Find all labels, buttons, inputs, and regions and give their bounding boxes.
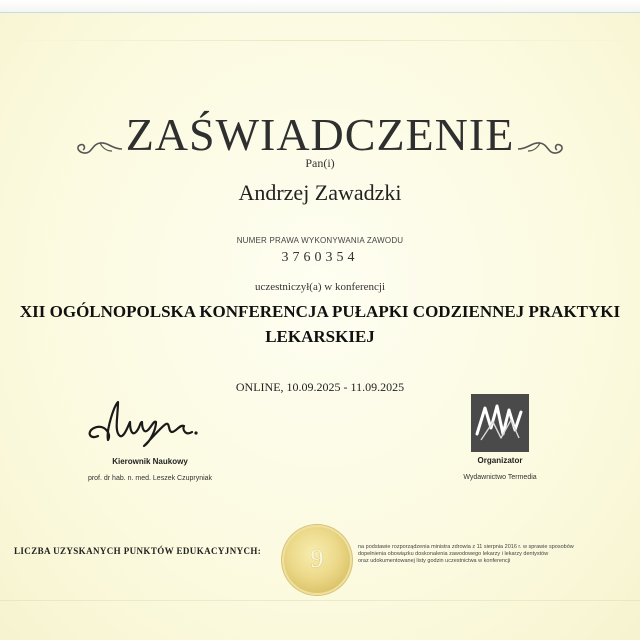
license-label: NUMER PRAWA WYKONYWANIA ZAWODU [236,236,404,245]
recipient-name: Andrzej Zawadzki [238,180,402,205]
legal-note [358,544,618,565]
points-seal [284,527,350,593]
termedia-logo-icon [471,394,529,452]
legal-note-line-2: dopełnienia obowiązku doskonalenia zawodowego lekarzy i lekarzy dentystów [358,551,549,557]
conference-title-line-1: XII OGÓLNOPOLSKA KONFERENCJA PUŁAPKI CODZIENNEJ PRAKTYKI [19,302,621,321]
points-value: 9 [310,544,324,573]
participation-text: uczestniczył(a) w konferencji [254,281,386,293]
conference-title-line-2: LEKARSKIEJ [265,327,375,346]
points-label: LICZBA UZYSKANYCH PUNKTÓW EDUKACYJNYCH: [14,546,262,556]
license-number: 3760354 [281,250,359,265]
signatory-role: Kierownik Naukowy [112,457,188,466]
decorative-line [0,40,640,41]
signature-icon [84,396,204,448]
decorative-line-bottom [0,600,640,601]
organizer-role: Organizator [477,456,523,465]
place-and-dates: ONLINE, 10.09.2025 - 11.09.2025 [235,380,405,394]
conference-title [0,299,640,349]
organizer-name: Wydawnictwo Termedia [463,474,537,481]
signatory-name: prof. dr hab. n. med. Leszek Czupryniak [87,475,213,482]
legal-note-line-1: na podstawie rozporządzenia ministra zdrowia z 11 sierpnia 2016 r. w sprawie sposobów [358,544,574,550]
salutation: Pan(i) [305,156,335,170]
certificate-title: ZAŚWIADCZENIE [125,109,515,160]
paper-top-edge [0,0,640,13]
legal-note-line-3: oraz udokumentowanej listy godzin uczestnictwa w konferencji [358,558,511,564]
